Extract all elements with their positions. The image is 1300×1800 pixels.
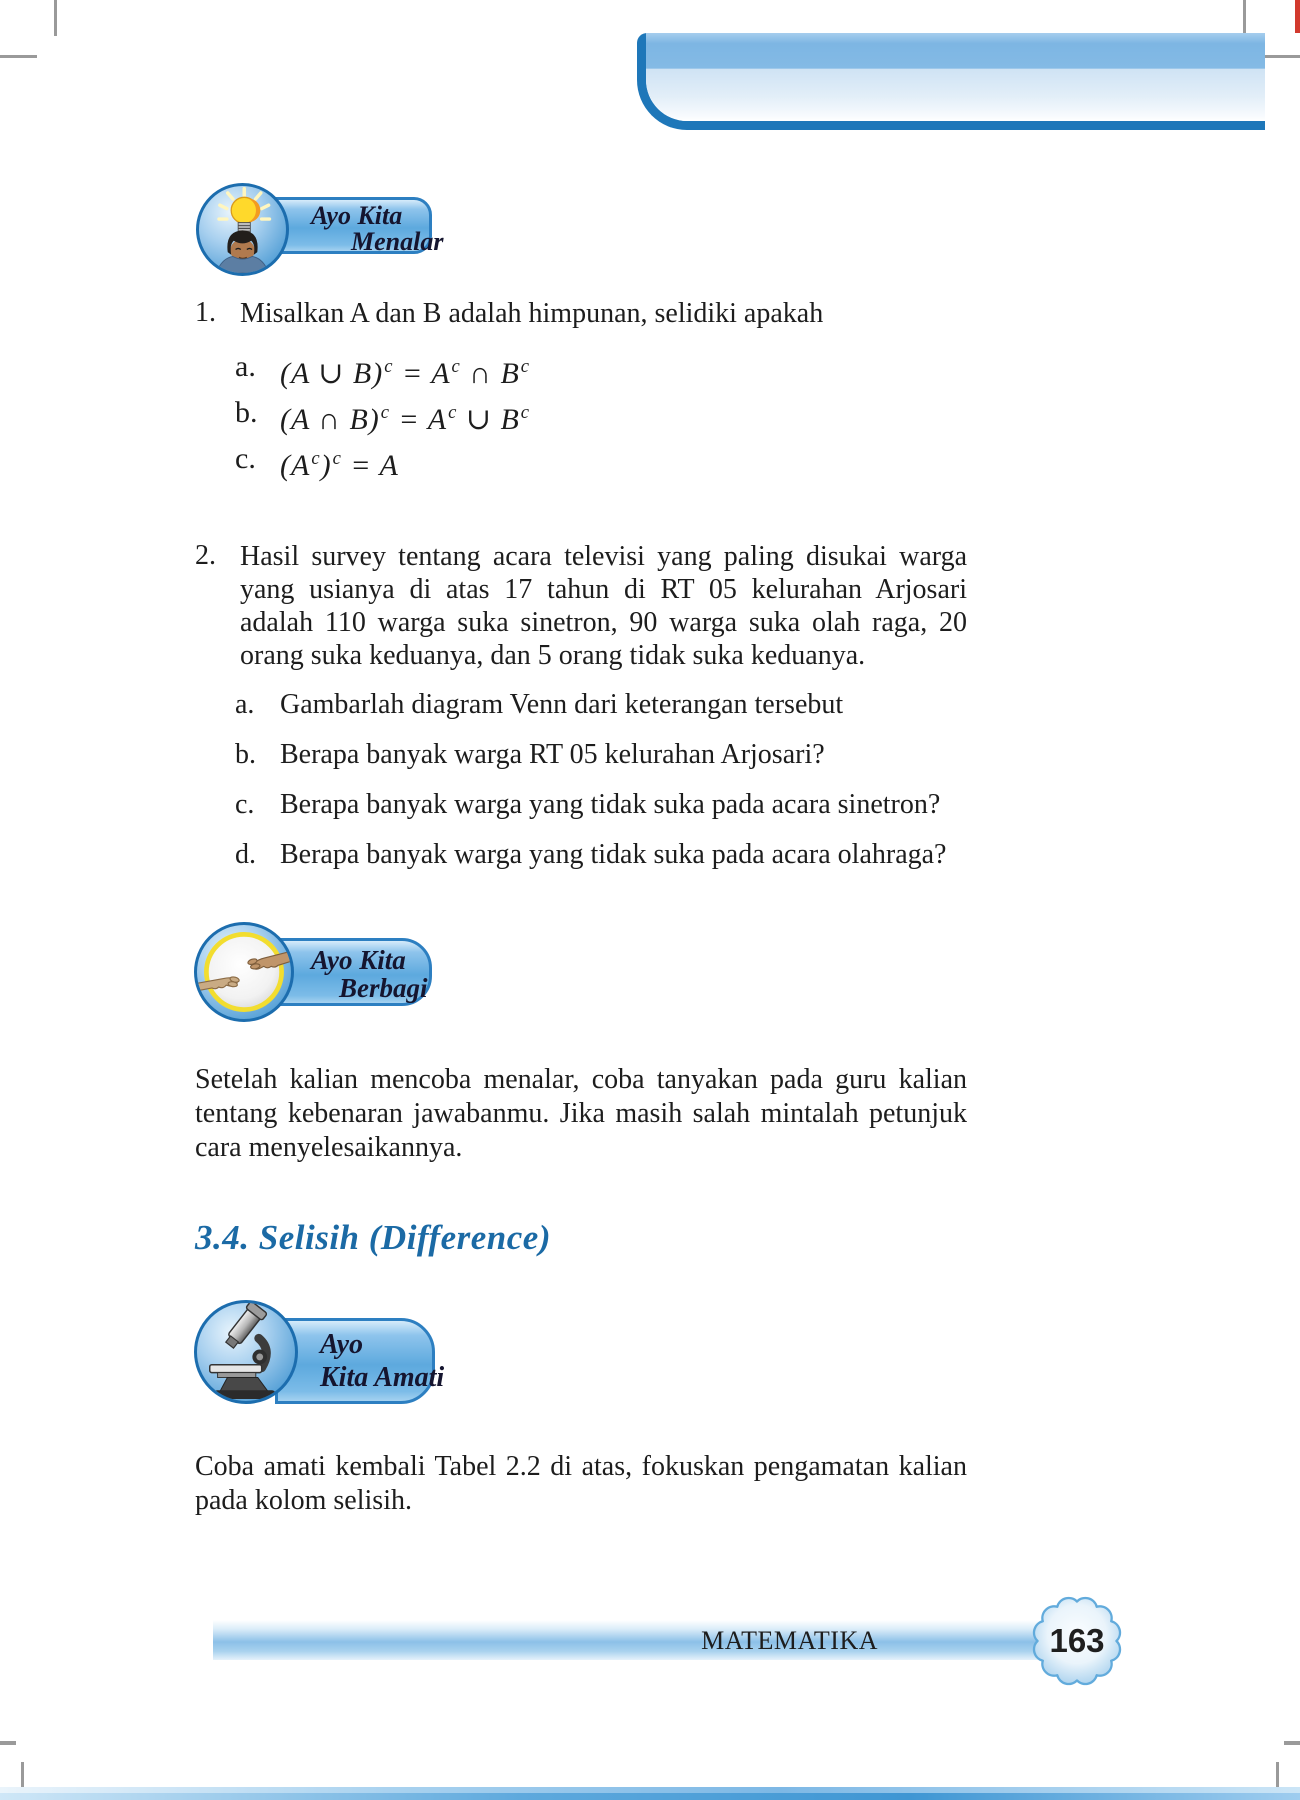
item-marker: a. bbox=[235, 350, 256, 383]
footer-book-title: MATEMATIKA bbox=[701, 1626, 878, 1655]
list-item-text: Berapa banyak warga RT 05 kelurahan Arjosari? bbox=[280, 739, 825, 770]
crop-mark bbox=[1263, 55, 1300, 58]
microscope-icon bbox=[194, 1300, 298, 1404]
crop-mark bbox=[0, 1741, 16, 1745]
crop-mark bbox=[54, 0, 57, 36]
list-item-text: Berapa banyak warga yang tidak suka pada acara olahraga? bbox=[280, 839, 947, 870]
item-marker: b. bbox=[235, 739, 256, 770]
list-item-a bbox=[195, 688, 967, 722]
bottom-edge-strip bbox=[0, 1793, 1300, 1800]
list-item-b bbox=[195, 738, 967, 772]
set-identity-formula: (A ∩ $B)^c = A^c$ ∪ $B^c$ bbox=[280, 402, 531, 436]
crop-mark bbox=[1284, 1741, 1300, 1745]
badge-amati-label-line2: Kita Amati bbox=[320, 1362, 445, 1393]
problem-1-text: Misalkan A dan B adalah himpunan, selidiki apakah bbox=[240, 298, 824, 329]
item-marker: d. bbox=[235, 839, 256, 870]
page-number: 163 bbox=[1049, 1622, 1105, 1659]
list-item-c bbox=[195, 788, 967, 822]
badge-berbagi-label-line2: Berbagi bbox=[339, 973, 428, 1003]
item-marker: b. bbox=[235, 396, 258, 429]
thinking-person-lightbulb-icon bbox=[196, 183, 289, 276]
observe-paragraph: Coba amati kembali Tabel 2.2 di atas, fokuskan pengamatan kalian pada kolom selisih. bbox=[195, 1451, 967, 1516]
page-number-badge bbox=[1030, 1594, 1124, 1688]
list-item-b bbox=[195, 390, 967, 436]
crop-mark bbox=[1243, 0, 1246, 33]
badge-amati bbox=[275, 1318, 445, 1404]
problem-2-text: Hasil survey tentang acara televisi yang paling disukai warga yang usianya di atas 17 tahun di RT 05 kelurahan Arjosari adalah 110 warga suka sinetron, 90 warga suka olah raga, 20 orang suka keduanya, dan 5 orang tidak suka keduanya. bbox=[240, 541, 967, 671]
badge-menalar-label-line1: Ayo Kita bbox=[311, 201, 403, 230]
chapter-header-banner bbox=[637, 33, 1265, 130]
badge-amati-label-line1: Ayo bbox=[320, 1329, 364, 1360]
badge-menalar-label-line2: Menalar bbox=[351, 227, 444, 256]
problem-1-subitems bbox=[195, 344, 967, 482]
problem-2 bbox=[195, 540, 967, 672]
badge-berbagi bbox=[272, 938, 432, 1006]
list-item-d bbox=[195, 838, 967, 872]
chapter-header-banner-fill bbox=[646, 33, 1265, 121]
problem-2-number: 2. bbox=[195, 540, 216, 571]
list-item-a bbox=[195, 344, 967, 390]
problem-1 bbox=[195, 297, 967, 330]
crop-mark bbox=[0, 55, 37, 58]
sharing-paragraph: Setelah kalian mencoba menalar, coba tanyakan pada guru kalian tentang kebenaran jawabanmu. Jika masih salah mintalah petunjuk cara menyelesaikannya. bbox=[195, 1064, 967, 1163]
list-item-c bbox=[195, 436, 967, 482]
registration-mark bbox=[1295, 0, 1300, 33]
item-marker: a. bbox=[235, 689, 255, 720]
badge-menalar bbox=[268, 197, 444, 256]
problem-1-number: 1. bbox=[195, 297, 216, 328]
badge-berbagi-label-line1: Ayo Kita bbox=[311, 945, 406, 975]
section-heading: 3.4. Selisih (Difference) bbox=[195, 1218, 551, 1257]
set-identity-formula: $(A^c)^c = A$ bbox=[280, 448, 399, 482]
sharing-hands-icon bbox=[194, 922, 294, 1022]
footer-bar bbox=[213, 1620, 1048, 1660]
problems-list bbox=[195, 297, 967, 872]
item-marker: c. bbox=[235, 789, 255, 820]
list-item-text: Gambarlah diagram Venn dari keterangan tersebut bbox=[280, 689, 844, 720]
item-marker: c. bbox=[235, 442, 256, 475]
list-item-text: Berapa banyak warga yang tidak suka pada acara sinetron? bbox=[280, 789, 941, 820]
set-identity-formula: (A ∪ $B)^c = A^c$ ∩ $B^c$ bbox=[280, 356, 531, 390]
